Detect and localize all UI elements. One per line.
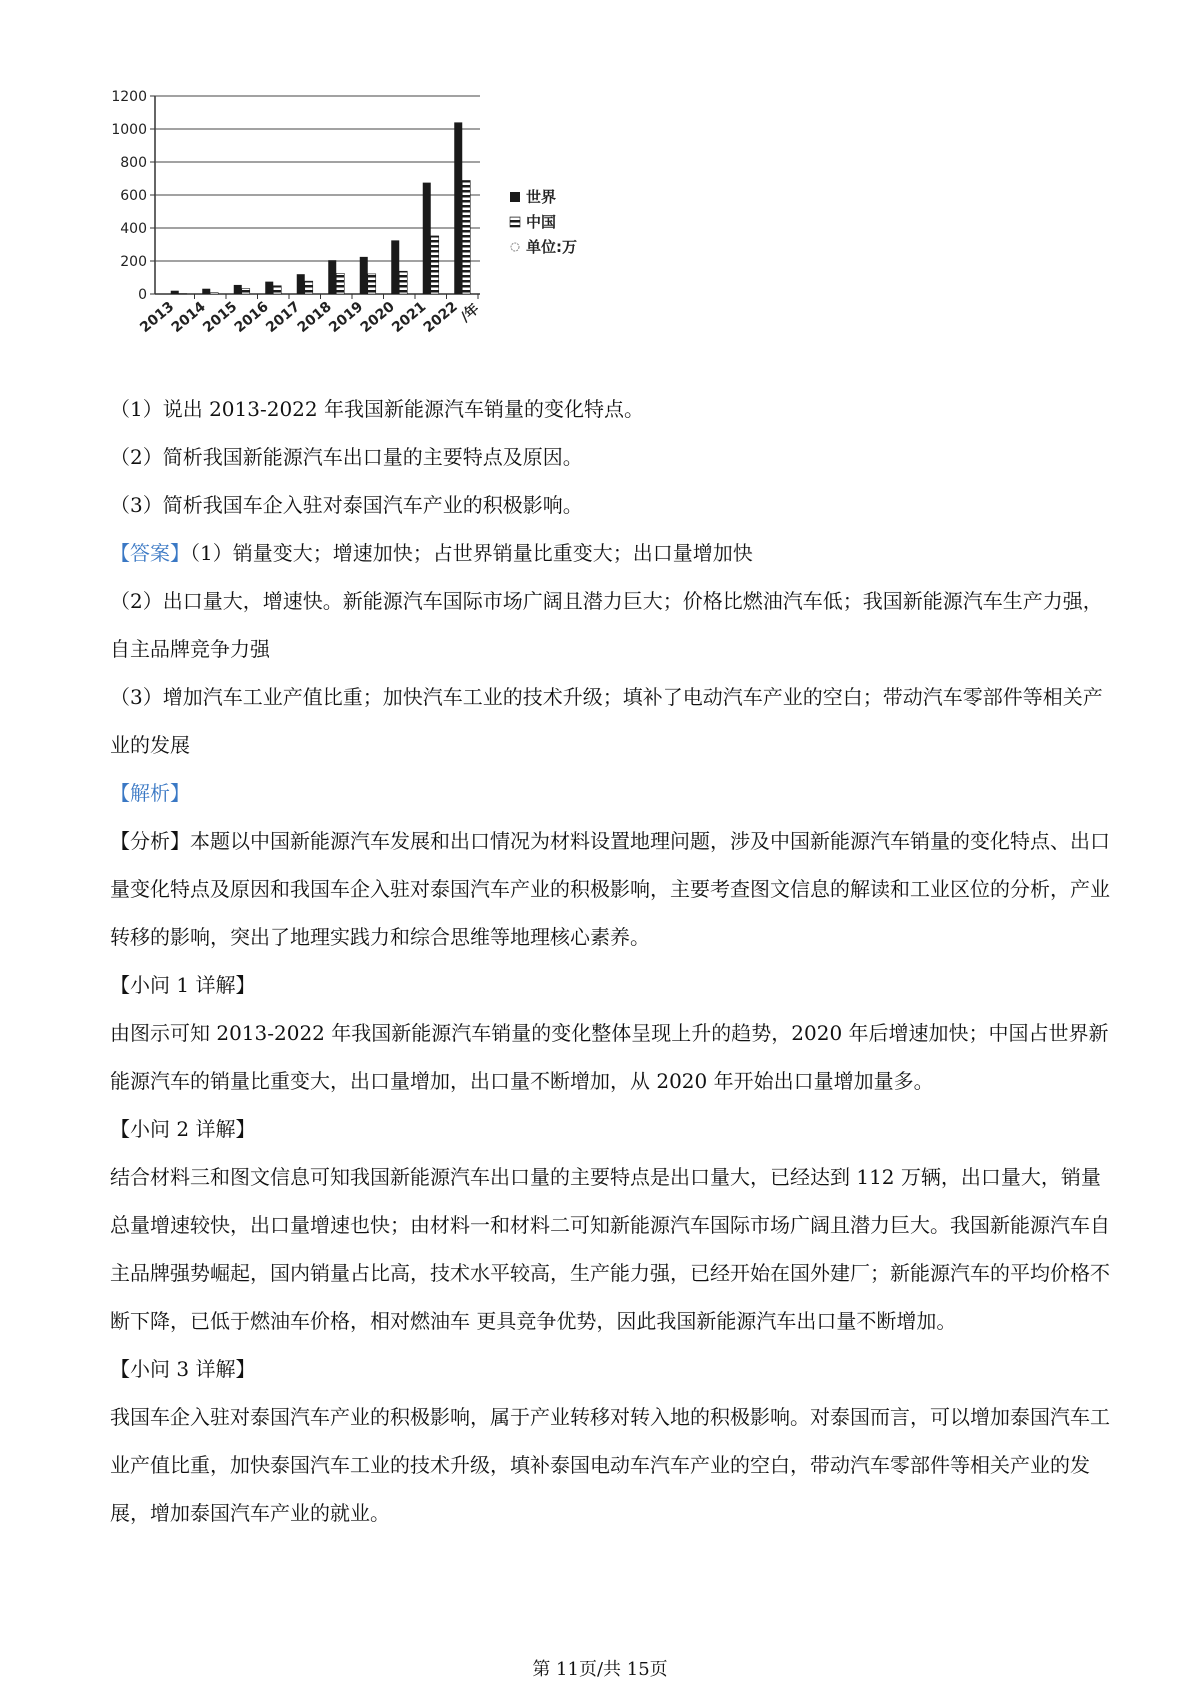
x-tick-label: 2020 (357, 298, 398, 337)
answer-2: （2）出口量大，增速快。新能源汽车国际市场广阔且潜力巨大；价格比燃油汽车低；我国新能源汽车生产力强，自主品牌竞争力强 (110, 589, 1103, 661)
bar-world-2015 (234, 285, 242, 294)
question-1: （1）说出 2013-2022 年我国新能源汽车销量的变化特点。 (110, 397, 644, 421)
bar-world-2013 (171, 291, 179, 294)
bar-world-2020 (391, 240, 399, 294)
detail-1: 由图示可知 2013-2022 年我国新能源汽车销量的变化整体呈现上升的趋势，2020 年后增速加快；中国占世界新能源汽车的销量比重变大，出口量增加，出口量不断增加，从 2020 年开始出口量增加量多。 (110, 1021, 1109, 1093)
bar-china-2016 (273, 286, 281, 294)
answer-3: （3）增加汽车工业产值比重；加快汽车工业的技术升级；填补了电动汽车产业的空白；带动汽车零部件等相关产业的发展 (110, 685, 1103, 757)
bar-china-2015 (242, 289, 250, 294)
bar-china-2021 (431, 236, 439, 294)
bar-china-2019 (368, 274, 376, 294)
x-tick-label: 2021 (389, 298, 430, 337)
x-tick-label: 2019 (326, 298, 367, 337)
bar-world-2018 (328, 260, 336, 294)
answer-tag: 【答案】 (110, 541, 190, 565)
y-tick-label: 1200 (111, 89, 147, 105)
bar-world-2016 (265, 282, 273, 294)
legend-unit-swatch (511, 243, 519, 251)
answer-1: （1）销量变大；增速加快；占世界销量比重变大；出口量增加快 (190, 541, 753, 565)
bar-china-2020 (399, 271, 407, 294)
bar-world-2014 (202, 289, 210, 294)
x-tick-label: 2013 (137, 298, 178, 337)
analysis-summary: 【分析】本题以中国新能源汽车发展和出口情况为材料设置地理问题，涉及中国新能源汽车销量的变化特点、出口量变化特点及原因和我国车企入驻对泰国汽车产业的积极影响，主要考查图文信息的解读和工业区位的分析，产业转移的影响，突出了地理实践力和综合思维等地理核心素养。 (110, 829, 1110, 949)
page-footer: 第 11页/共 15页 (532, 1659, 668, 1680)
x-tick-label: 2015 (200, 298, 241, 337)
y-tick-label: 0 (138, 287, 147, 303)
x-tick-label: 2016 (231, 298, 272, 337)
x-tick-label: 2017 (263, 298, 304, 337)
bar-china-2022 (462, 180, 470, 294)
x-tick-label: 2014 (168, 298, 209, 337)
answer-1-line (110, 529, 1110, 577)
document-body (110, 385, 1110, 1537)
question-2: （2）简析我国新能源汽车出口量的主要特点及原因。 (110, 445, 583, 469)
x-tick-label: 2018 (294, 298, 335, 337)
y-tick-label: 200 (120, 254, 147, 270)
x-axis-suffix: /年 (457, 300, 483, 326)
detail-3-title: 【小问 3 详解】 (110, 1357, 256, 1381)
y-tick-label: 800 (120, 155, 147, 171)
y-tick-label: 400 (120, 221, 147, 237)
legend-world-label: 世界 (526, 188, 557, 206)
legend-world-swatch (510, 192, 520, 202)
detail-1-title: 【小问 1 详解】 (110, 973, 256, 997)
bar-world-2021 (423, 183, 431, 294)
legend-china-label: 中国 (526, 213, 557, 231)
bar-china-2017 (305, 281, 313, 294)
bar-china-2018 (336, 273, 344, 294)
analysis-tag: 【解析】 (110, 781, 190, 805)
detail-3: 我国车企入驻对泰国汽车产业的积极影响，属于产业转移对转入地的积极影响。对泰国而言，可以增加泰国汽车工业产值比重，加快泰国汽车工业的技术升级，填补泰国电动车汽车产业的空白，带动汽车零部件等相关产业的发展，增加泰国汽车产业的就业。 (110, 1405, 1110, 1525)
bar-world-2019 (360, 257, 368, 294)
bar-world-2022 (454, 122, 462, 294)
question-3: （3）简析我国车企入驻对泰国汽车产业的积极影响。 (110, 493, 583, 517)
sales-bar-chart (100, 80, 660, 380)
detail-2: 结合材料三和图文信息可知我国新能源汽车出口量的主要特点是出口量大，已经达到 112 万辆，出口量大，销量总量增速较快，出口量增速也快；由材料一和材料二可知新能源汽车国际市场广阔且潜力巨大。我国新能源汽车自主品牌强势崛起，国内销量占比高，技术水平较高，生产能力强，已经开始在国外建厂；新能源汽车的平均价格不断下降，已低于燃油车价格，相对燃油车 更具竞争优势，因此我国新能源汽车出口量不断增加。 (110, 1165, 1110, 1333)
y-tick-label: 1000 (111, 122, 147, 138)
legend-china-swatch (510, 217, 520, 227)
legend-unit-label: 单位:万 (526, 238, 577, 256)
bar-world-2017 (297, 274, 305, 294)
y-tick-label: 600 (120, 188, 147, 204)
x-tick-label: 2022 (420, 298, 461, 337)
detail-2-title: 【小问 2 详解】 (110, 1117, 256, 1141)
bar-china-2014 (210, 293, 218, 294)
